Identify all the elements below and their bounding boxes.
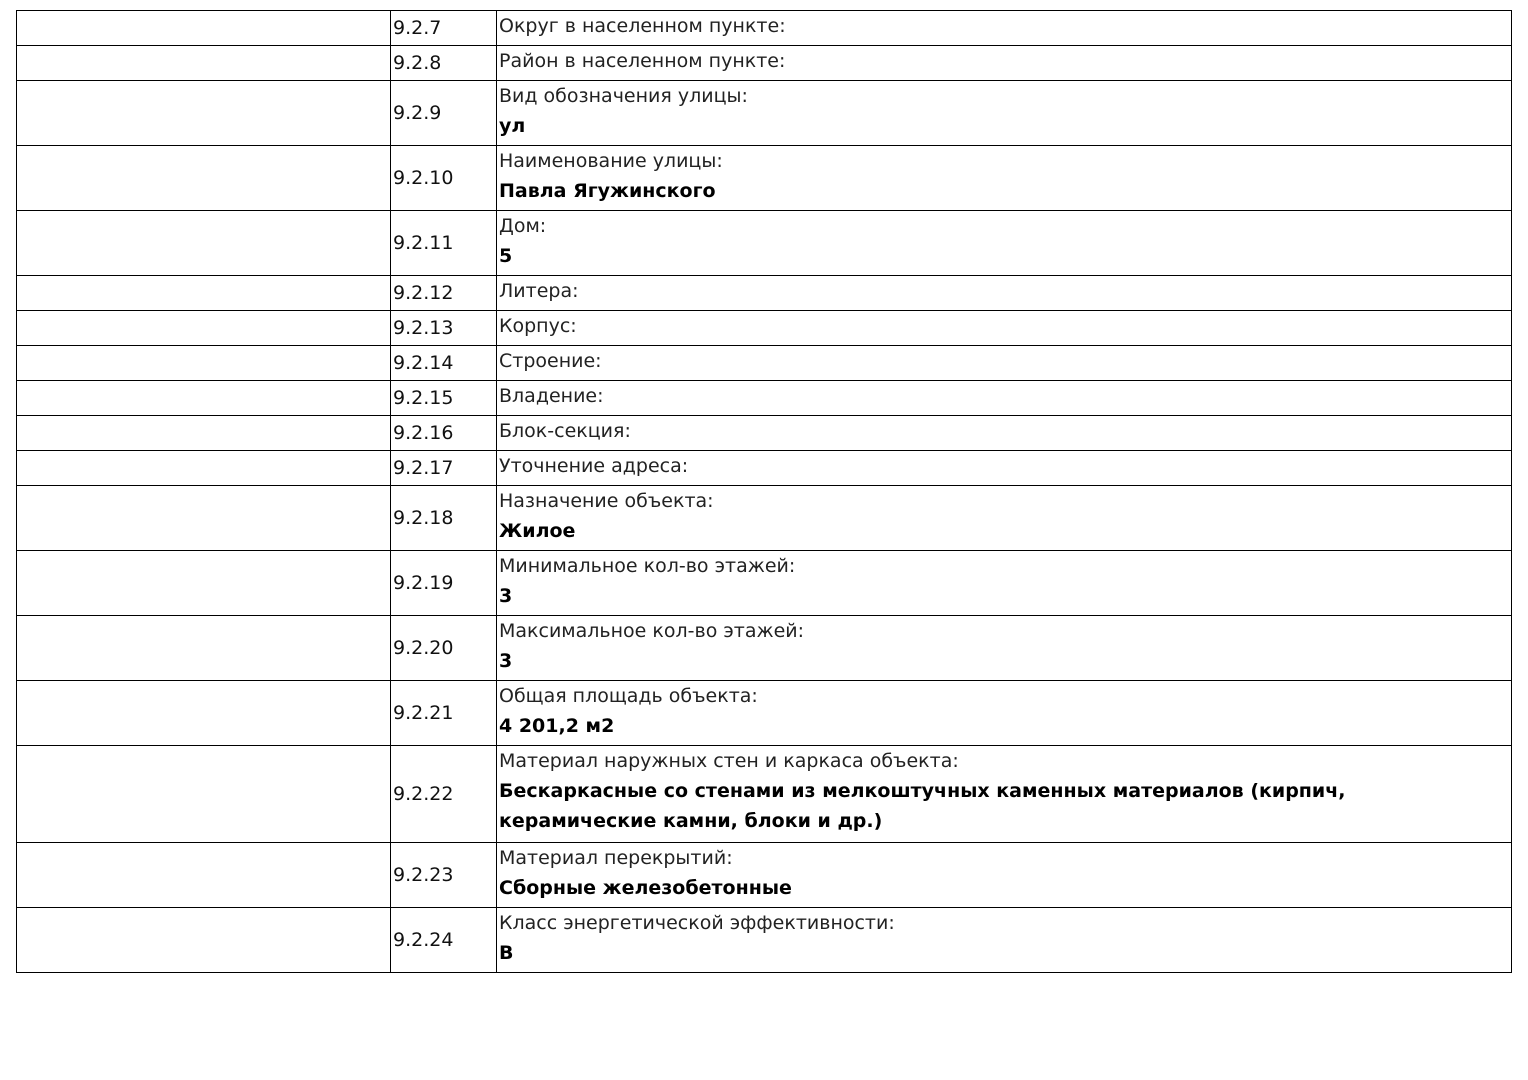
item-value: В (499, 942, 514, 964)
item-label: Дом: (499, 215, 547, 237)
item-number: 9.2.14 (391, 346, 497, 381)
table-row (17, 311, 1512, 346)
table-row (17, 211, 1512, 276)
item-content (497, 551, 1512, 616)
item-label: Назначение объекта: (499, 490, 714, 512)
table-row (17, 346, 1512, 381)
item-label: Район в населенном пункте: (499, 50, 786, 72)
item-content (497, 46, 1512, 81)
table-row (17, 451, 1512, 486)
item-number: 9.2.17 (391, 451, 497, 486)
item-label: Материал наружных стен и каркаса объекта: (499, 750, 959, 772)
empty-cell (17, 276, 391, 311)
empty-cell (17, 746, 391, 843)
table-row (17, 46, 1512, 81)
item-number: 9.2.11 (391, 211, 497, 276)
item-number: 9.2.23 (391, 843, 497, 908)
item-content (497, 908, 1512, 973)
item-number: 9.2.18 (391, 486, 497, 551)
item-number: 9.2.22 (391, 746, 497, 843)
item-content (497, 381, 1512, 416)
item-value: ул (499, 115, 526, 137)
item-content (497, 451, 1512, 486)
item-content (497, 11, 1512, 46)
item-value: Сборные железобетонные (499, 877, 792, 899)
item-label: Блок-секция: (499, 420, 631, 442)
empty-cell (17, 381, 391, 416)
item-content (497, 211, 1512, 276)
item-number: 9.2.19 (391, 551, 497, 616)
item-label: Минимальное кол-во этажей: (499, 555, 796, 577)
item-value: 5 (499, 245, 513, 267)
item-content (497, 416, 1512, 451)
item-value: Павла Ягужинского (499, 180, 716, 202)
item-content (497, 486, 1512, 551)
item-number: 9.2.9 (391, 81, 497, 146)
item-label: Класс энергетической эффективности: (499, 912, 895, 934)
table-body (17, 11, 1512, 973)
item-value: Бескаркасные со стенами из мелкоштучных каменных материалов (кирпич, керамические камни, блоки и др.) (499, 780, 1346, 832)
item-content (497, 843, 1512, 908)
table-row (17, 551, 1512, 616)
item-label: Округ в населенном пункте: (499, 15, 786, 37)
item-value: Жилое (499, 520, 576, 542)
empty-cell (17, 146, 391, 211)
item-number: 9.2.20 (391, 616, 497, 681)
table-row (17, 908, 1512, 973)
table-row (17, 843, 1512, 908)
empty-cell (17, 616, 391, 681)
item-content (497, 681, 1512, 746)
item-label: Материал перекрытий: (499, 847, 733, 869)
table-row (17, 416, 1512, 451)
object-info-table (16, 10, 1512, 973)
item-value: 4 201,2 м2 (499, 715, 615, 737)
empty-cell (17, 211, 391, 276)
item-label: Литера: (499, 280, 579, 302)
table-row (17, 616, 1512, 681)
item-number: 9.2.15 (391, 381, 497, 416)
table-row (17, 681, 1512, 746)
item-label: Вид обозначения улицы: (499, 85, 748, 107)
item-label: Общая площадь объекта: (499, 685, 758, 707)
table-row (17, 11, 1512, 46)
item-number: 9.2.10 (391, 146, 497, 211)
item-content (497, 276, 1512, 311)
empty-cell (17, 451, 391, 486)
empty-cell (17, 81, 391, 146)
item-label: Строение: (499, 350, 602, 372)
empty-cell (17, 346, 391, 381)
empty-cell (17, 551, 391, 616)
empty-cell (17, 681, 391, 746)
item-value: 3 (499, 650, 513, 672)
empty-cell (17, 908, 391, 973)
item-number: 9.2.13 (391, 311, 497, 346)
item-number: 9.2.8 (391, 46, 497, 81)
empty-cell (17, 486, 391, 551)
item-label: Владение: (499, 385, 604, 407)
item-content (497, 346, 1512, 381)
item-number: 9.2.12 (391, 276, 497, 311)
item-number: 9.2.24 (391, 908, 497, 973)
item-content (497, 146, 1512, 211)
item-label: Уточнение адреса: (499, 455, 689, 477)
item-content (497, 616, 1512, 681)
item-content (497, 746, 1512, 843)
table-row (17, 81, 1512, 146)
item-number: 9.2.7 (391, 11, 497, 46)
empty-cell (17, 843, 391, 908)
empty-cell (17, 311, 391, 346)
item-number: 9.2.16 (391, 416, 497, 451)
item-label: Наименование улицы: (499, 150, 723, 172)
empty-cell (17, 11, 391, 46)
table-row (17, 486, 1512, 551)
table-row (17, 746, 1512, 843)
empty-cell (17, 46, 391, 81)
empty-cell (17, 416, 391, 451)
item-content (497, 81, 1512, 146)
item-number: 9.2.21 (391, 681, 497, 746)
item-content (497, 311, 1512, 346)
item-value: 3 (499, 585, 513, 607)
item-label: Максимальное кол-во этажей: (499, 620, 805, 642)
table-row (17, 276, 1512, 311)
table-row (17, 381, 1512, 416)
item-label: Корпус: (499, 315, 577, 337)
table-row (17, 146, 1512, 211)
